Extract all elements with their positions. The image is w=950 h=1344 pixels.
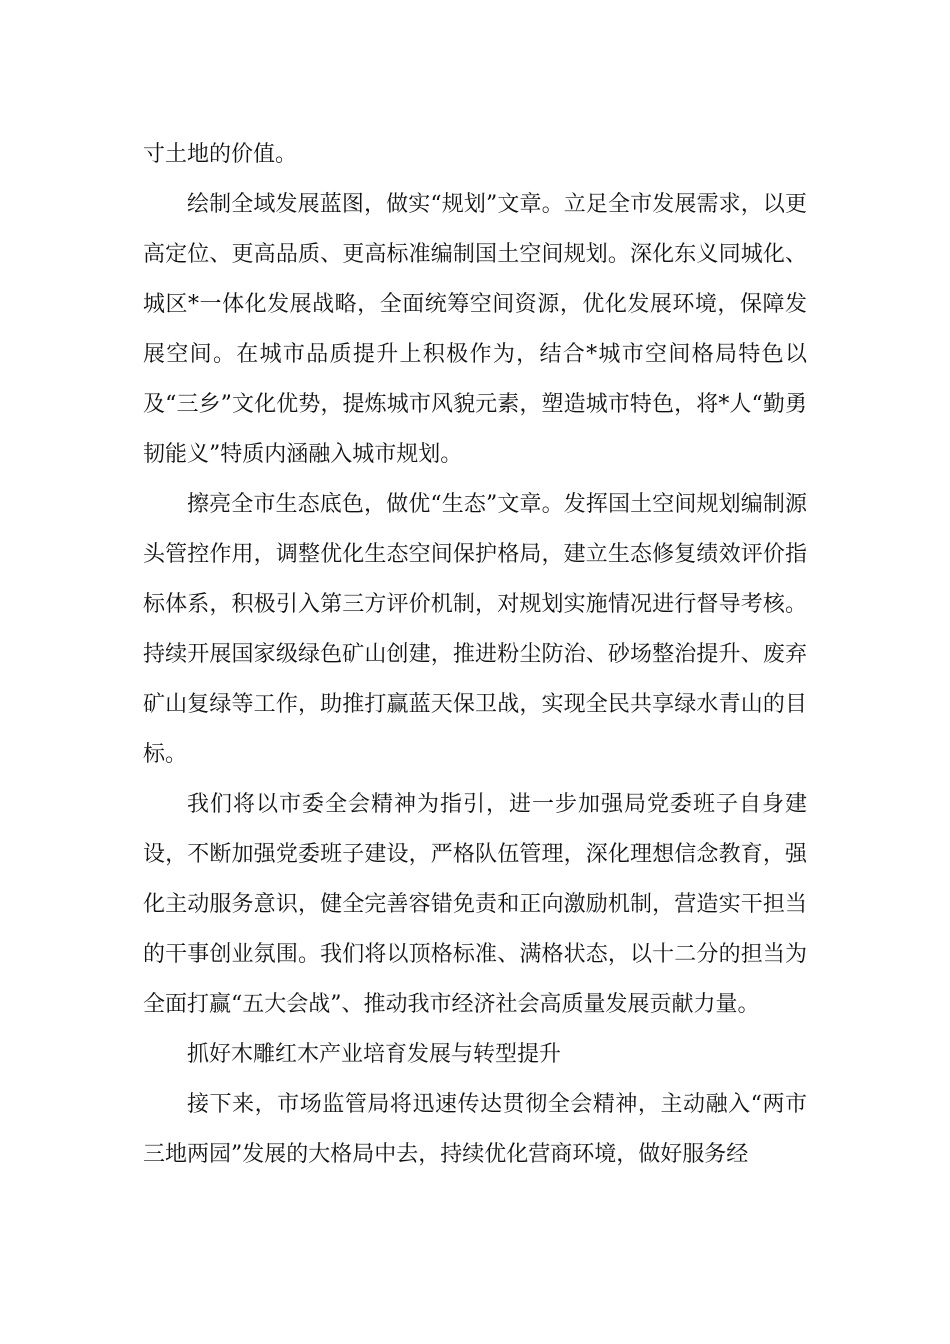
document-body: [143, 130, 807, 1180]
paragraph-continuation: 寸土地的价值。: [143, 142, 298, 167]
paragraph-market-supervision: 接下来，市场监管局将迅速传达贯彻全会精神，主动融入“两市三地两园”发展的大格局中去，持续优化营商环境，做好服务经: [143, 1092, 807, 1167]
paragraph-party-building: 我们将以市委全会精神为指引，进一步加强局党委班子自身建设，不断加强党委班子建设，严格队伍管理，深化理想信念教育，强化主动服务意识，健全完善容错免责和正向激励机制，营造实干担当的干事创业氛围。我们将以顶格标准、满格状态，以十二分的担当为全面打赢“五大会战”、推动我市经济社会高质量发展贡献力量。: [143, 792, 807, 1017]
paragraph-ecology: 擦亮全市生态底色，做优“生态”文章。发挥国土空间规划编制源头管控作用，调整优化生态空间保护格局，建立生态修复绩效评价指标体系，积极引入第三方评价机制，对规划实施情况进行督导考核。持续开展国家级绿色矿山创建，推进粉尘防治、砂场整治提升、废弃矿山复绿等工作，助推打赢蓝天保卫战，实现全民共享绿水青山的目标。: [143, 492, 807, 767]
paragraph-planning: 绘制全域发展蓝图，做实“规划”文章。立足全市发展需求，以更高定位、更高品质、更高标准编制国土空间规划。深化东义同城化、城区*一体化发展战略，全面统筹空间资源，优化发展环境，保障发展空间。在城市品质提升上积极作为，结合*城市空间格局特色以及“三乡”文化优势，提炼城市风貌元素，塑造城市特色，将*人“勤勇韧能义”特质内涵融入城市规划。: [143, 192, 807, 467]
section-heading: 抓好木雕红木产业培育发展与转型提升: [187, 1042, 562, 1067]
